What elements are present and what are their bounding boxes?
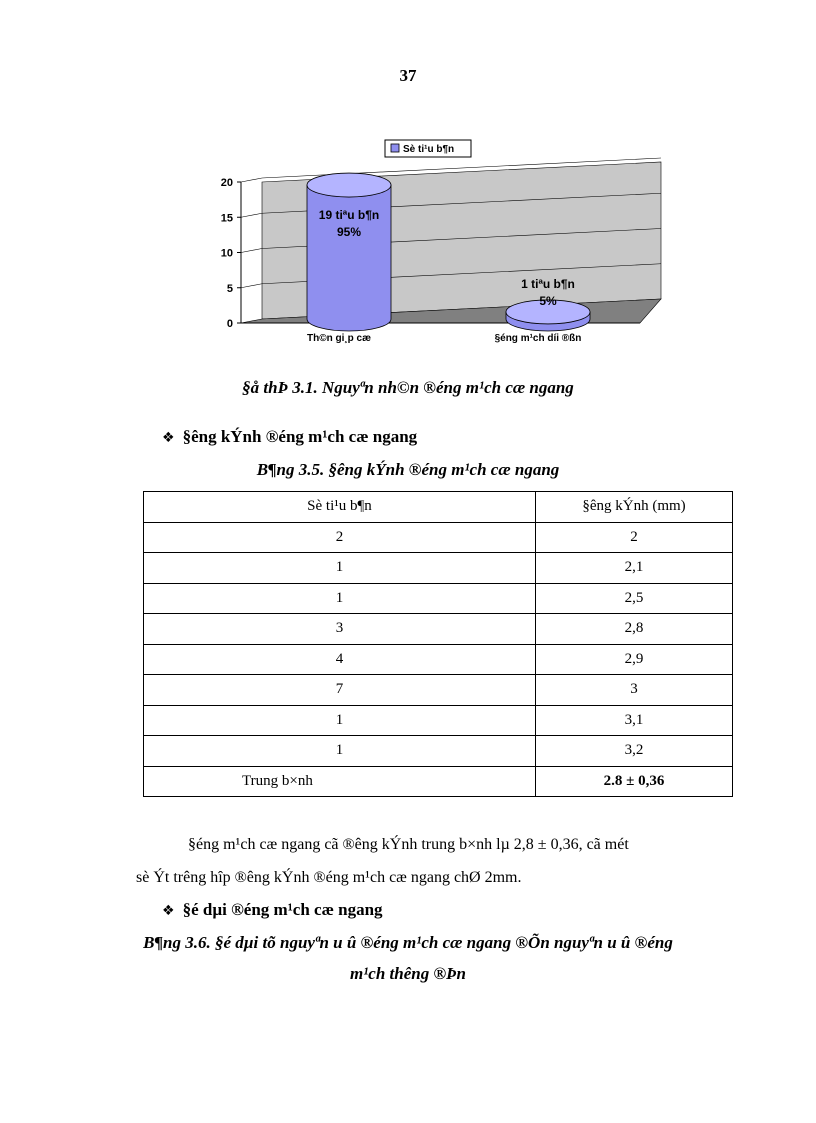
section-heading-length [162, 900, 383, 920]
gridline-side [241, 178, 262, 182]
figure-caption: §å thÞ 3.1. Nguyªn nh©n ®éng m¹ch cæ ngang [242, 378, 574, 397]
table-row [144, 522, 733, 553]
data-label-percent: 5% [539, 294, 557, 308]
table-cell: 1 [144, 583, 536, 614]
gridline-side [241, 284, 262, 288]
y-tick-label: 0 [226, 318, 233, 330]
table-row [144, 736, 733, 767]
chart-svg [200, 133, 680, 353]
bar-body [307, 185, 391, 331]
gridline-side [241, 213, 262, 217]
table-cell: 2,1 [536, 553, 733, 584]
table-cell: 3,1 [536, 705, 733, 736]
y-tick-label: 20 [220, 177, 233, 189]
section-heading-text: §é dµi ®éng m¹ch cæ ngang [182, 900, 383, 919]
legend-swatch [391, 144, 399, 152]
x-tick-label: §éng m¹ch díi ®ßn [494, 333, 582, 344]
paragraph-line-2: sè Ýt trêng hîp ®êng kÝnh ®éng m¹ch cæ ngang chØ 2mm. [136, 869, 522, 886]
table-cell: 1 [144, 705, 536, 736]
data-label-percent: 95% [336, 225, 362, 239]
table-cell: 2,5 [536, 583, 733, 614]
table-cell: 2,9 [536, 644, 733, 675]
paragraph-line-1: §éng m¹ch cæ ngang cã ®êng kÝnh trung b×nh lµ 2,8 ± 0,36, cã mét [188, 836, 629, 853]
legend-label: Sè ti¹u b¶n [403, 144, 455, 155]
table-average-row [144, 766, 733, 797]
table-header-cell: Sè ti¹u b¶n [144, 492, 536, 523]
table-row [144, 644, 733, 675]
chart-legend [385, 140, 471, 157]
y-tick-label: 10 [220, 247, 233, 260]
table-header-row [144, 492, 733, 523]
bar-top [307, 173, 391, 197]
table-cell: 7 [144, 675, 536, 706]
table-row [144, 675, 733, 706]
table-caption: B¶ng 3.5. §êng kÝnh ®éng m¹ch cæ ngang [256, 460, 560, 479]
table-row [144, 583, 733, 614]
diamond-bullet-icon: ❖ [162, 430, 175, 446]
table-cell: 1 [144, 736, 536, 767]
table2-caption-line-2: m¹ch thêng ®Þn [349, 964, 467, 983]
table-cell: 2,8 [536, 614, 733, 645]
table-cell: 3,2 [536, 736, 733, 767]
page-number: 37 [399, 66, 417, 85]
bar-chart [200, 133, 680, 353]
table-row [144, 614, 733, 645]
table-cell: 2 [144, 522, 536, 553]
bar [307, 173, 391, 331]
table-row [144, 705, 733, 736]
table-cell: 3 [536, 675, 733, 706]
average-value-cell: 2.8 ± 0,36 [536, 766, 733, 797]
gridline-side [241, 249, 262, 253]
y-tick-label: 15 [220, 212, 233, 225]
y-tick-label: 5 [226, 282, 233, 295]
table-row [144, 553, 733, 584]
table-cell: 2 [536, 522, 733, 553]
table-cell: 4 [144, 644, 536, 675]
diamond-bullet-icon: ❖ [162, 903, 175, 919]
table-cell: 3 [144, 614, 536, 645]
data-label: 19 tiªu b¶n [318, 208, 380, 222]
table-header-cell: §êng kÝnh (mm) [536, 492, 733, 523]
diameter-table [143, 491, 733, 797]
section-heading-diameter [162, 427, 417, 447]
section-heading-text: §êng kÝnh ®éng m¹ch cæ ngang [182, 427, 418, 446]
data-label: 1 tiªu b¶n [521, 277, 575, 291]
x-tick-label: Th©n gi¸p cæ [306, 333, 372, 344]
average-label-cell: Trung b×nh [144, 766, 536, 797]
table-cell: 1 [144, 553, 536, 584]
table2-caption-line-1: B¶ng 3.6. §é dµi tõ nguyªn u û ®éng m¹ch cæ ngang ®Õn nguyªn u û ®éng [143, 933, 673, 952]
